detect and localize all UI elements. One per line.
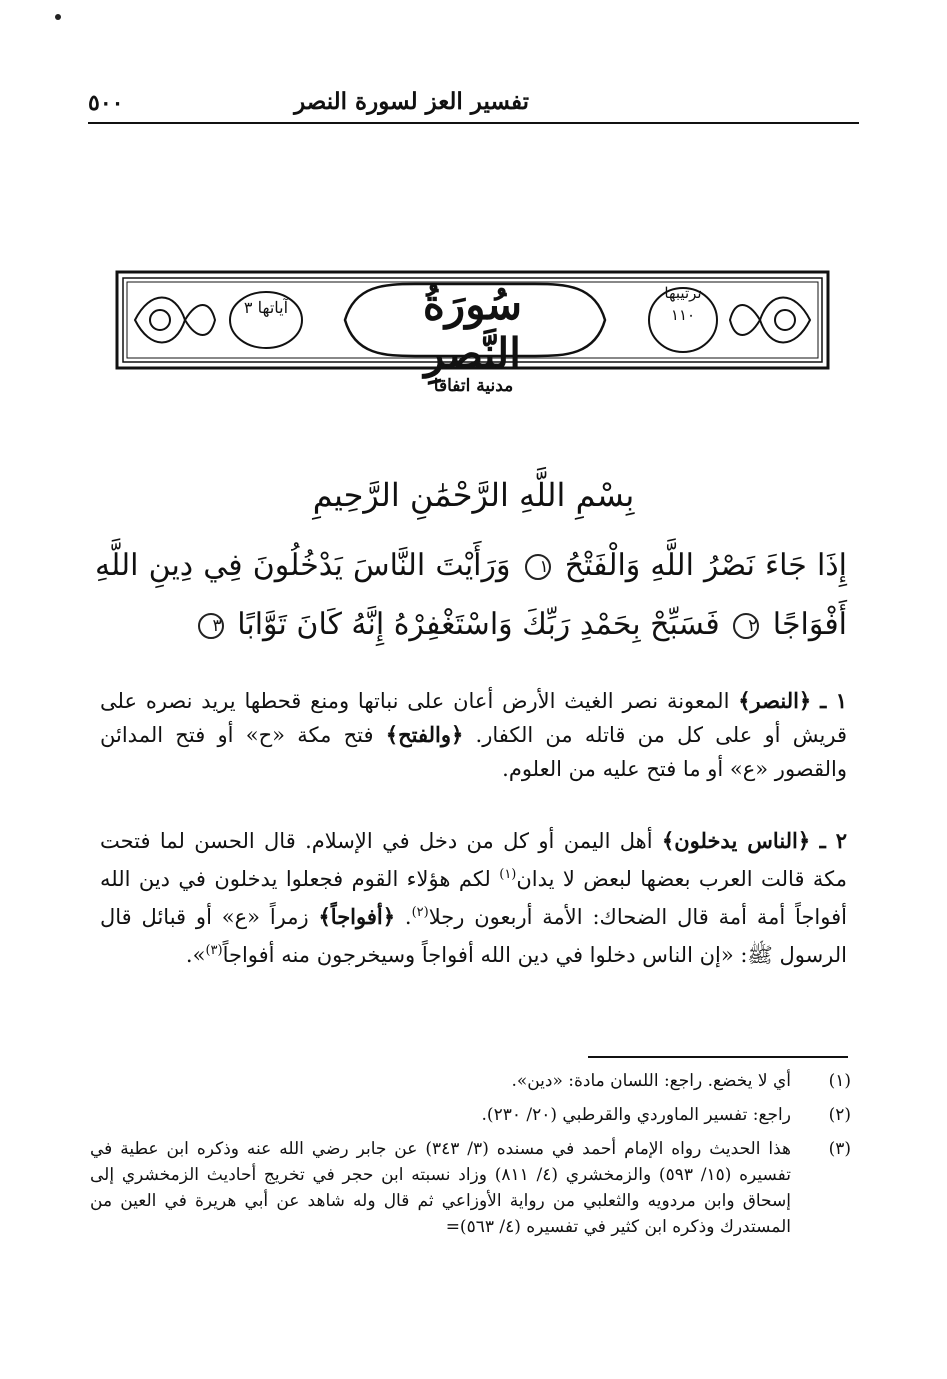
commentary-paragraph-2 — [100, 824, 847, 972]
footnote-3 — [90, 1136, 851, 1240]
ayah-number-marker: ١ — [525, 554, 551, 580]
verses-value: ٣ — [243, 298, 253, 317]
footnote-ref[interactable]: (١) — [499, 867, 517, 882]
surah-name: سُورَةُ النَّصرِ — [422, 280, 523, 378]
body-text: زمراً «ع» أو قبائل قال الرسول ﷺ: «إن الناس دخلوا في دين الله أفواجاً وسيخرجون منه أفواجاً — [100, 905, 847, 967]
footnote-2 — [90, 1102, 851, 1128]
ayah-line-1 — [95, 546, 847, 586]
paragraph-number: ١ ـ — [820, 688, 847, 713]
keyword: ﴿والفتح﴾ — [385, 722, 464, 747]
right-arabesque — [730, 298, 810, 343]
verses-label: آياتها — [257, 298, 289, 317]
revelation-note: مدنية اتفاقا — [433, 376, 514, 396]
paragraph-number: ٢ ـ — [819, 828, 847, 853]
keyword: ﴿أفواجاً﴾ — [318, 904, 396, 929]
body-text: ». — [185, 943, 206, 967]
header-rule — [88, 122, 859, 124]
order-value: ١١٠ — [670, 306, 696, 324]
ayah-text: فَسَبِّحْ بِحَمْدِ رَبِّكَ وَاسْتَغْفِرْهُ إِنَّهُ كَانَ تَوَّابًا — [237, 607, 720, 642]
footnotes — [90, 1068, 851, 1248]
verses-medallion — [230, 298, 302, 317]
body-text: لكم هؤلاء القوم فجعلوا يدخلون في دين الله أفواجاً أمة أمة قال الضحاك: الأمة أربعون رجلا — [100, 867, 847, 929]
order-label: ترتيبها — [664, 284, 702, 302]
footnote-ref[interactable]: (٢) — [411, 905, 429, 920]
footnote-ref[interactable]: (٣) — [205, 943, 223, 958]
body-text: . — [395, 905, 412, 929]
keyword: ﴿النصر﴾ — [738, 688, 812, 713]
footnote-number: (٣) — [828, 1139, 851, 1159]
running-header — [88, 86, 859, 124]
ayah-text: وَرَأَيْتَ النَّاسَ يَدْخُلُونَ فِي دِينِ اللَّهِ — [95, 548, 511, 583]
commentary-paragraph-1 — [100, 684, 847, 786]
ayah-line-2 — [95, 605, 847, 645]
body-text: أهل اليمن أو كل من دخل في الإسلام. قال الحسن لما فتحت مكة قالت العرب بعضها لبعض لا يدان — [100, 829, 847, 891]
page-speck — [55, 14, 61, 20]
ayah-number-marker: ٣ — [198, 613, 224, 639]
surah-banner — [115, 270, 830, 378]
order-medallion — [650, 282, 716, 326]
ayah-text: أَفْوَاجًا — [772, 607, 847, 642]
left-arabesque — [135, 298, 215, 343]
footnote-separator — [588, 1056, 848, 1058]
keyword: ﴿الناس يدخلون﴾ — [661, 828, 811, 853]
footnote-number: (١) — [828, 1071, 851, 1091]
page-number: ٥٠٠ — [88, 90, 124, 116]
footnote-1 — [90, 1068, 851, 1094]
footnote-text: هذا الحديث رواه الإمام أحمد في مسنده (٣/ ٣٤٣) عن جابر رضي الله عنه وذكره ابن عطية في تفسيره (١٥/ ٥٩٣) والزمخشري (٤/ ٨١١) وزاد نسبته ابن حجر في تخريج أحاديث الزمخشري إلى إسحاق وابن مردويه والثعلبي من رواية الأوزاعي ثم قال وله شاهد عن أبي هريرة في العين من المستدرك وذكره ابن كثير في تفسيره (٤/ ٥٦٣)= — [90, 1139, 792, 1237]
ayah-text: إِذَا جَاءَ نَصْرُ اللَّهِ وَالْفَتْحُ — [564, 548, 847, 583]
body-text: المعونة نصر الغيث الأرض أعان على نباتها ومنع قحطها يريد نصره على قريش أو على كل من قاتله من الكفار. — [100, 689, 848, 747]
footnote-text: راجع: تفسير الماوردي والقرطبي (٢٠/ ٢٣٠). — [481, 1105, 791, 1125]
running-title: تفسير العز لسورة النصر — [294, 88, 529, 115]
basmala: بِسْمِ اللَّهِ الرَّحْمَٰنِ الرَّحِيمِ — [312, 476, 635, 514]
body-text: فتح مكة «ح» أو فتح المدائن والقصور «ع» أو ما فتح عليه من العلوم. — [100, 723, 847, 781]
footnote-number: (٢) — [828, 1105, 851, 1125]
footnote-text: أي لا يخضع. راجع: اللسان مادة: «دين». — [511, 1071, 791, 1091]
ayah-number-marker: ٢ — [733, 613, 759, 639]
